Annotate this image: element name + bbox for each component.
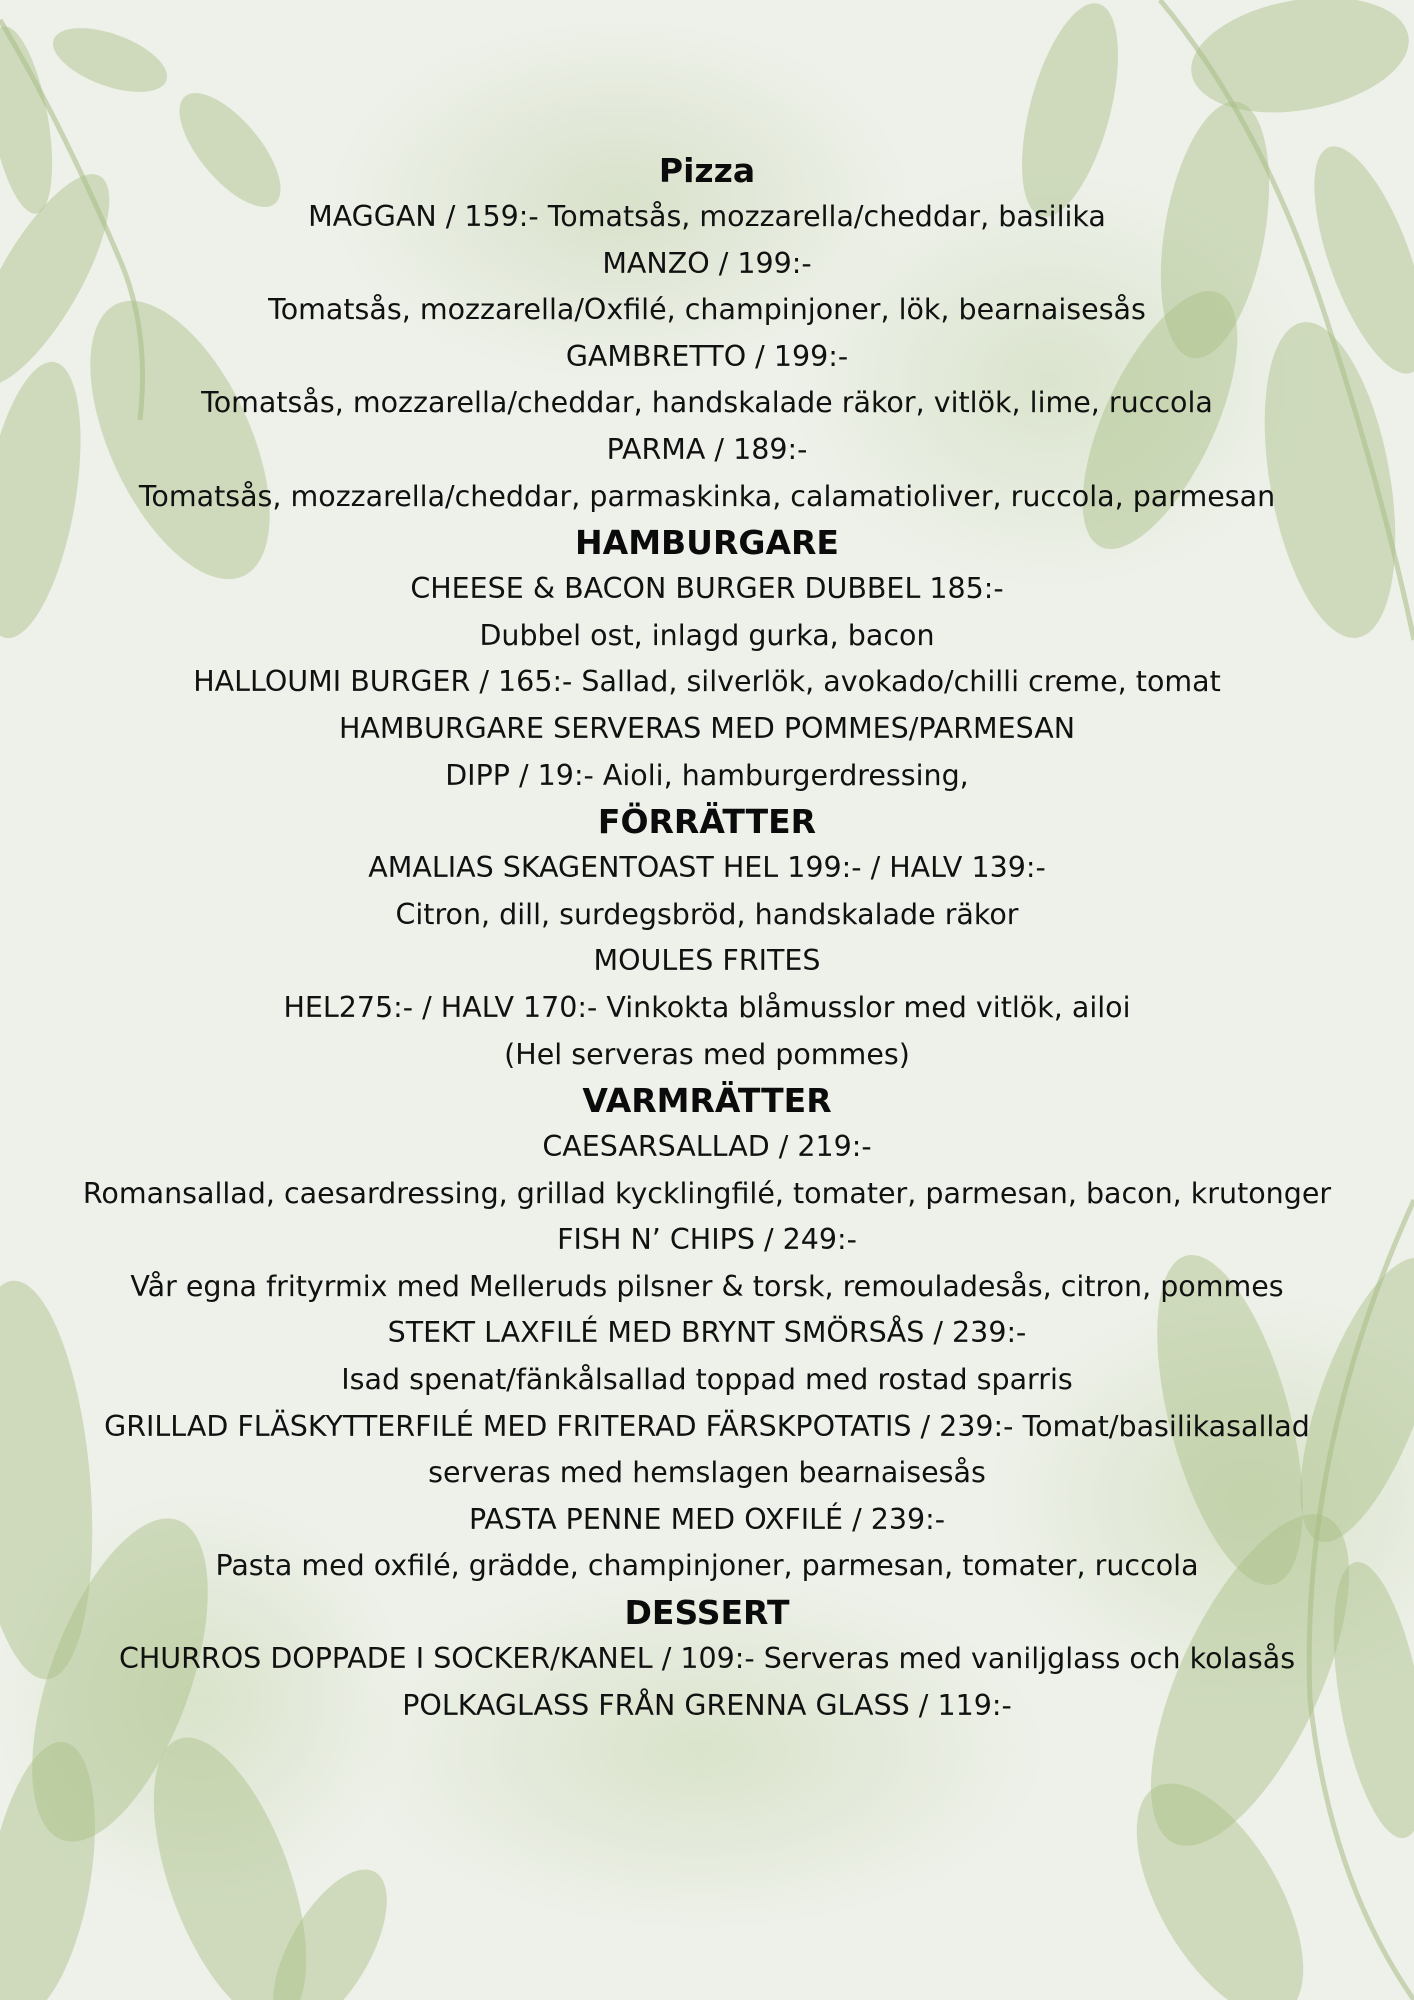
- menu-line: Tomatsås, mozzarella/cheddar, parmaskinka, calamatioliver, ruccola, parmesan: [138, 479, 1276, 513]
- menu-line: HAMBURGARE SERVERAS MED POMMES/PARMESAN: [338, 711, 1076, 745]
- menu-line: HEL275:- / HALV 170:- Vinkokta blåmusslor med vitlök, ailoi: [283, 990, 1131, 1024]
- section-title-pizza: Pizza: [658, 151, 756, 190]
- menu-line: GAMBRETTO / 199:-: [565, 339, 849, 373]
- menu-line: Vår egna frityrmix med Melleruds pilsner & torsk, remouladesås, citron, pommes: [130, 1269, 1284, 1303]
- menu-line: PASTA PENNE MED OXFILÉ / 239:-: [468, 1502, 946, 1536]
- menu-line: DIPP / 19:- Aioli, hamburgerdressing,: [445, 758, 969, 792]
- menu-line: PARMA / 189:-: [606, 432, 808, 466]
- menu-line: MAGGAN / 159:- Tomatsås, mozzarella/cheddar, basilika: [308, 200, 1106, 233]
- section-title-varmratter: VARMRÄTTER: [582, 1081, 832, 1121]
- menu-line: MANZO / 199:-: [602, 246, 812, 280]
- menu-line: HALLOUMI BURGER / 165:- Sallad, silverlök, avokado/chilli creme, tomat: [193, 665, 1221, 699]
- menu-line: POLKAGLASS FRÅN GRENNA GLASS / 119:-: [402, 1688, 1012, 1722]
- menu-line: Romansallad, caesardressing, grillad kycklingfilé, tomater, parmesan, bacon, krutonger: [82, 1176, 1332, 1210]
- section-hamburgare: [0, 520, 1414, 799]
- section-title-forratter: FÖRRÄTTER: [597, 802, 817, 842]
- section-forratter: [0, 799, 1414, 1078]
- menu-line: FISH N’ CHIPS / 249:-: [557, 1223, 857, 1257]
- menu-line: serveras med hemslagen bearnaisesås: [428, 1456, 986, 1490]
- menu-line: GRILLAD FLÄSKYTTERFILÉ MED FRITERAD FÄRSKPOTATIS / 239:- Tomat/basilikasallad: [104, 1409, 1310, 1443]
- menu-line: (Hel serveras med pommes): [504, 1037, 910, 1071]
- menu-line: Tomatsås, mozzarella/cheddar, handskalade räkor, vitlök, lime, ruccola: [201, 386, 1213, 420]
- menu-line: AMALIAS SKAGENTOAST HEL 199:- / HALV 139:-: [368, 851, 1046, 885]
- section-varmratter: [0, 1078, 1414, 1590]
- menu-line: CAESARSALLAD / 219:-: [542, 1130, 872, 1164]
- menu-line: Isad spenat/fänkålsallad toppad med rostad sparris: [341, 1363, 1073, 1397]
- menu-content: [0, 148, 1414, 1729]
- menu-line: CHEESE & BACON BURGER DUBBEL 185:-: [410, 572, 1004, 606]
- menu-line: MOULES FRITES: [593, 944, 821, 978]
- section-title-dessert: DESSERT: [624, 1593, 790, 1633]
- section-pizza: [0, 148, 1414, 520]
- menu-line: Citron, dill, surdegsbröd, handskalade räkor: [395, 897, 1019, 931]
- section-title-hamburgare: HAMBURGARE: [575, 523, 839, 563]
- menu-line: Dubbel ost, inlagd gurka, bacon: [479, 618, 935, 652]
- section-dessert: [0, 1590, 1414, 1729]
- menu-line: Pasta med oxfilé, grädde, champinjoner, parmesan, tomater, ruccola: [215, 1549, 1199, 1583]
- menu-line: CHURROS DOPPADE I SOCKER/KANEL / 109:- Serveras med vaniljglass och kolasås: [118, 1642, 1296, 1676]
- menu-line: STEKT LAXFILÉ MED BRYNT SMÖRSÅS / 239:-: [387, 1316, 1027, 1350]
- menu-line: Tomatsås, mozzarella/Oxfilé, champinjoner, lök, bearnaisesås: [268, 293, 1146, 327]
